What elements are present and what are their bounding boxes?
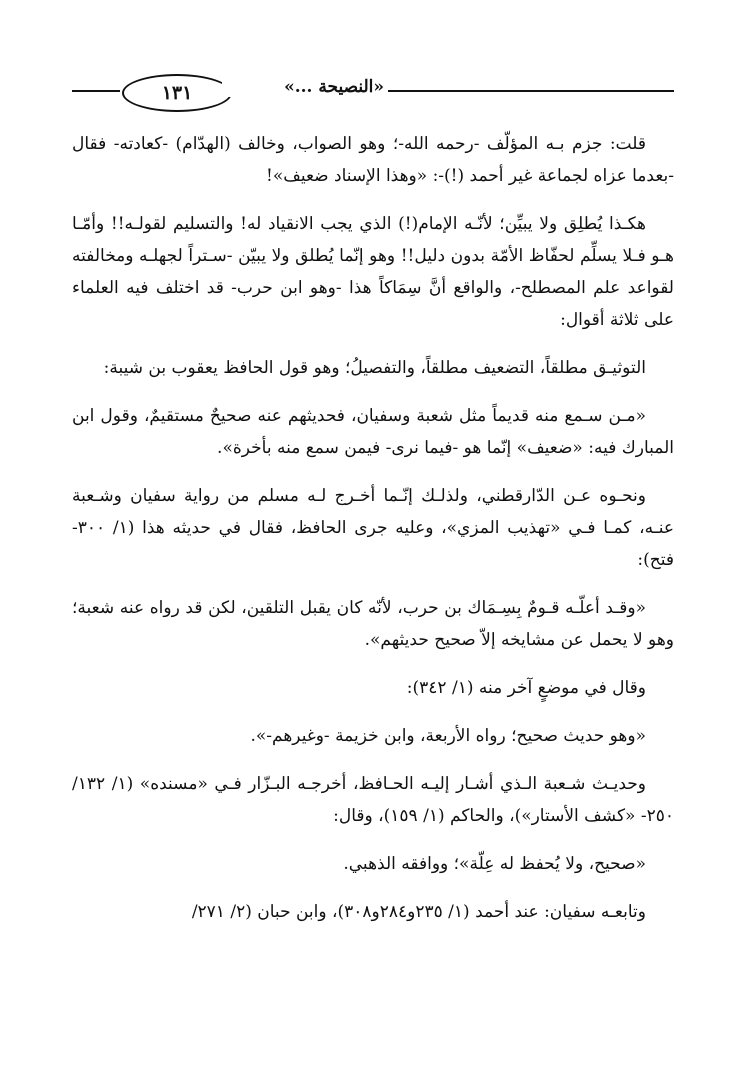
- running-title: «النصيحة ...»: [222, 77, 388, 97]
- paragraph: وتابعـه سفيان: عند أحمد (١/ ٢٣٥و٢٨٤و٣٠٨)، وابن حبان (٢/ ٢٧١/: [191, 902, 646, 922]
- quote-paragraph: «وقـد أعلّـه قـومٌ بِسِـمَاك بن حرب، لأنّه كان يقبل التلقين، لكن قد رواه عنه شعبة؛ وهو لا يحمل عن مشايخه إلاّ صحيح حديثهم».: [72, 598, 674, 650]
- paragraph: وقال في موضعٍ آخر منه (١/ ٣٤٢):: [406, 678, 646, 698]
- paragraph: قلت: جزم بـه المؤلّف -رحمه الله-؛ وهو الصواب، وخالف (الهدّام) -كعادته- فقال -بعدما عزاه لجماعة غير أحمد (!)-: «وهذا الإسناد ضعيف»!: [72, 134, 674, 186]
- header-rule-left: [72, 90, 120, 92]
- page-header: [72, 70, 674, 114]
- paragraph: التوثيـق مطلقاً، التضعيف مطلقاً، والتفصيلُ؛ وهو قول الحافظ يعقوب بن شيبة:: [103, 358, 646, 378]
- paragraph: وحديـث شـعبة الـذي أشـار إليـه الحـافظ، أخرجـه البـزّار فـي «مسنده» (١/ ١٣٢/ ٢٥٠- «كشف الأستار»)، والحاكم (١/ ١٥٩)، وقال:: [72, 774, 674, 826]
- quote-paragraph: «صحيح، ولا يُحفظ له عِلّة»؛ ووافقه الذهبي.: [343, 854, 646, 874]
- paragraph: ونحـوه عـن الدّارقطني، ولذلـك إنّـما أخـرج لـه مسلم من رواية سفيان وشـعبة عنـه، كمـا فـي «تهذيب المزي»، وعليه جرى الحافظ، فقال في حديثه هذا (١/ ٣٠٠- فتح):: [72, 486, 674, 570]
- quote-paragraph: «مـن سـمع منه قديماً مثل شعبة وسفيان، فحديثهم عنه صحيحٌ مستقيمٌ، وقول ابن المبارك فيه: «ضعيف» إنّما هو -فيما نرى- فيمن سمع منه بأخرة».: [72, 406, 674, 458]
- page-number: ١٣١: [122, 74, 232, 112]
- page-body: [72, 128, 674, 944]
- quote-paragraph: «وهو حديث صحيح؛ رواه الأربعة، وابن خزيمة -وغيرهم-».: [250, 726, 646, 746]
- paragraph: هكـذا يُطلِق ولا يبيِّن؛ لأنّـه الإمام(!) الذي يجب الانقياد له! والتسليم لقولـه!! وأمّـا هـو فـلا يسلِّم لحفّاظ الأمّة بدون دليل!! وهو إنّما يُطلق ولا يبيّن -سـتراً لجهلـه ومخالفته لقواعد علم المصطلح-، والواقع أنَّ سِمَاكاً هذا -وهو ابن حرب- قد اختلف فيه العلماء على ثلاثة أقوال:: [72, 214, 674, 330]
